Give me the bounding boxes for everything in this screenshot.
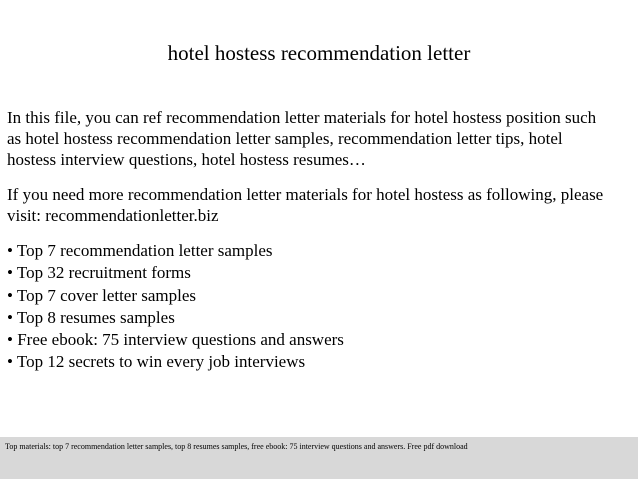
document-body — [7, 107, 635, 374]
intro-line-2: as hotel hostess recommendation letter samples, recommendation letter tips, hotel — [7, 129, 563, 148]
more-line-1: If you need more recommendation letter materials for hotel hostess as following, please — [7, 185, 604, 204]
list-item: • Top 12 secrets to win every job interviews — [7, 352, 306, 372]
list-item: • Top 7 cover letter samples — [7, 285, 197, 305]
more-line-2: visit: recommendationletter.biz — [7, 206, 219, 225]
list-item: • Top 8 resumes samples — [7, 307, 175, 327]
intro-line-1: In this file, you can ref recommendation letter materials for hotel hostess position such — [7, 108, 597, 127]
intro-paragraph — [7, 107, 635, 170]
list-item: • Top 32 recruitment forms — [7, 263, 191, 283]
page-title: hotel hostess recommendation letter — [167, 41, 471, 65]
list-item: • Top 7 recommendation letter samples — [7, 241, 273, 260]
more-paragraph — [7, 184, 635, 226]
intro-line-3: hostess interview questions, hotel hostess resumes… — [7, 150, 366, 169]
footer-text: Top materials: top 7 recommendation letter samples, top 8 resumes samples, free ebook: 75 interview questions and answers. Free pdf download — [5, 442, 468, 451]
footer-bar — [0, 437, 638, 479]
materials-list — [7, 240, 635, 374]
list-item: • Free ebook: 75 interview questions and answers — [7, 330, 344, 350]
